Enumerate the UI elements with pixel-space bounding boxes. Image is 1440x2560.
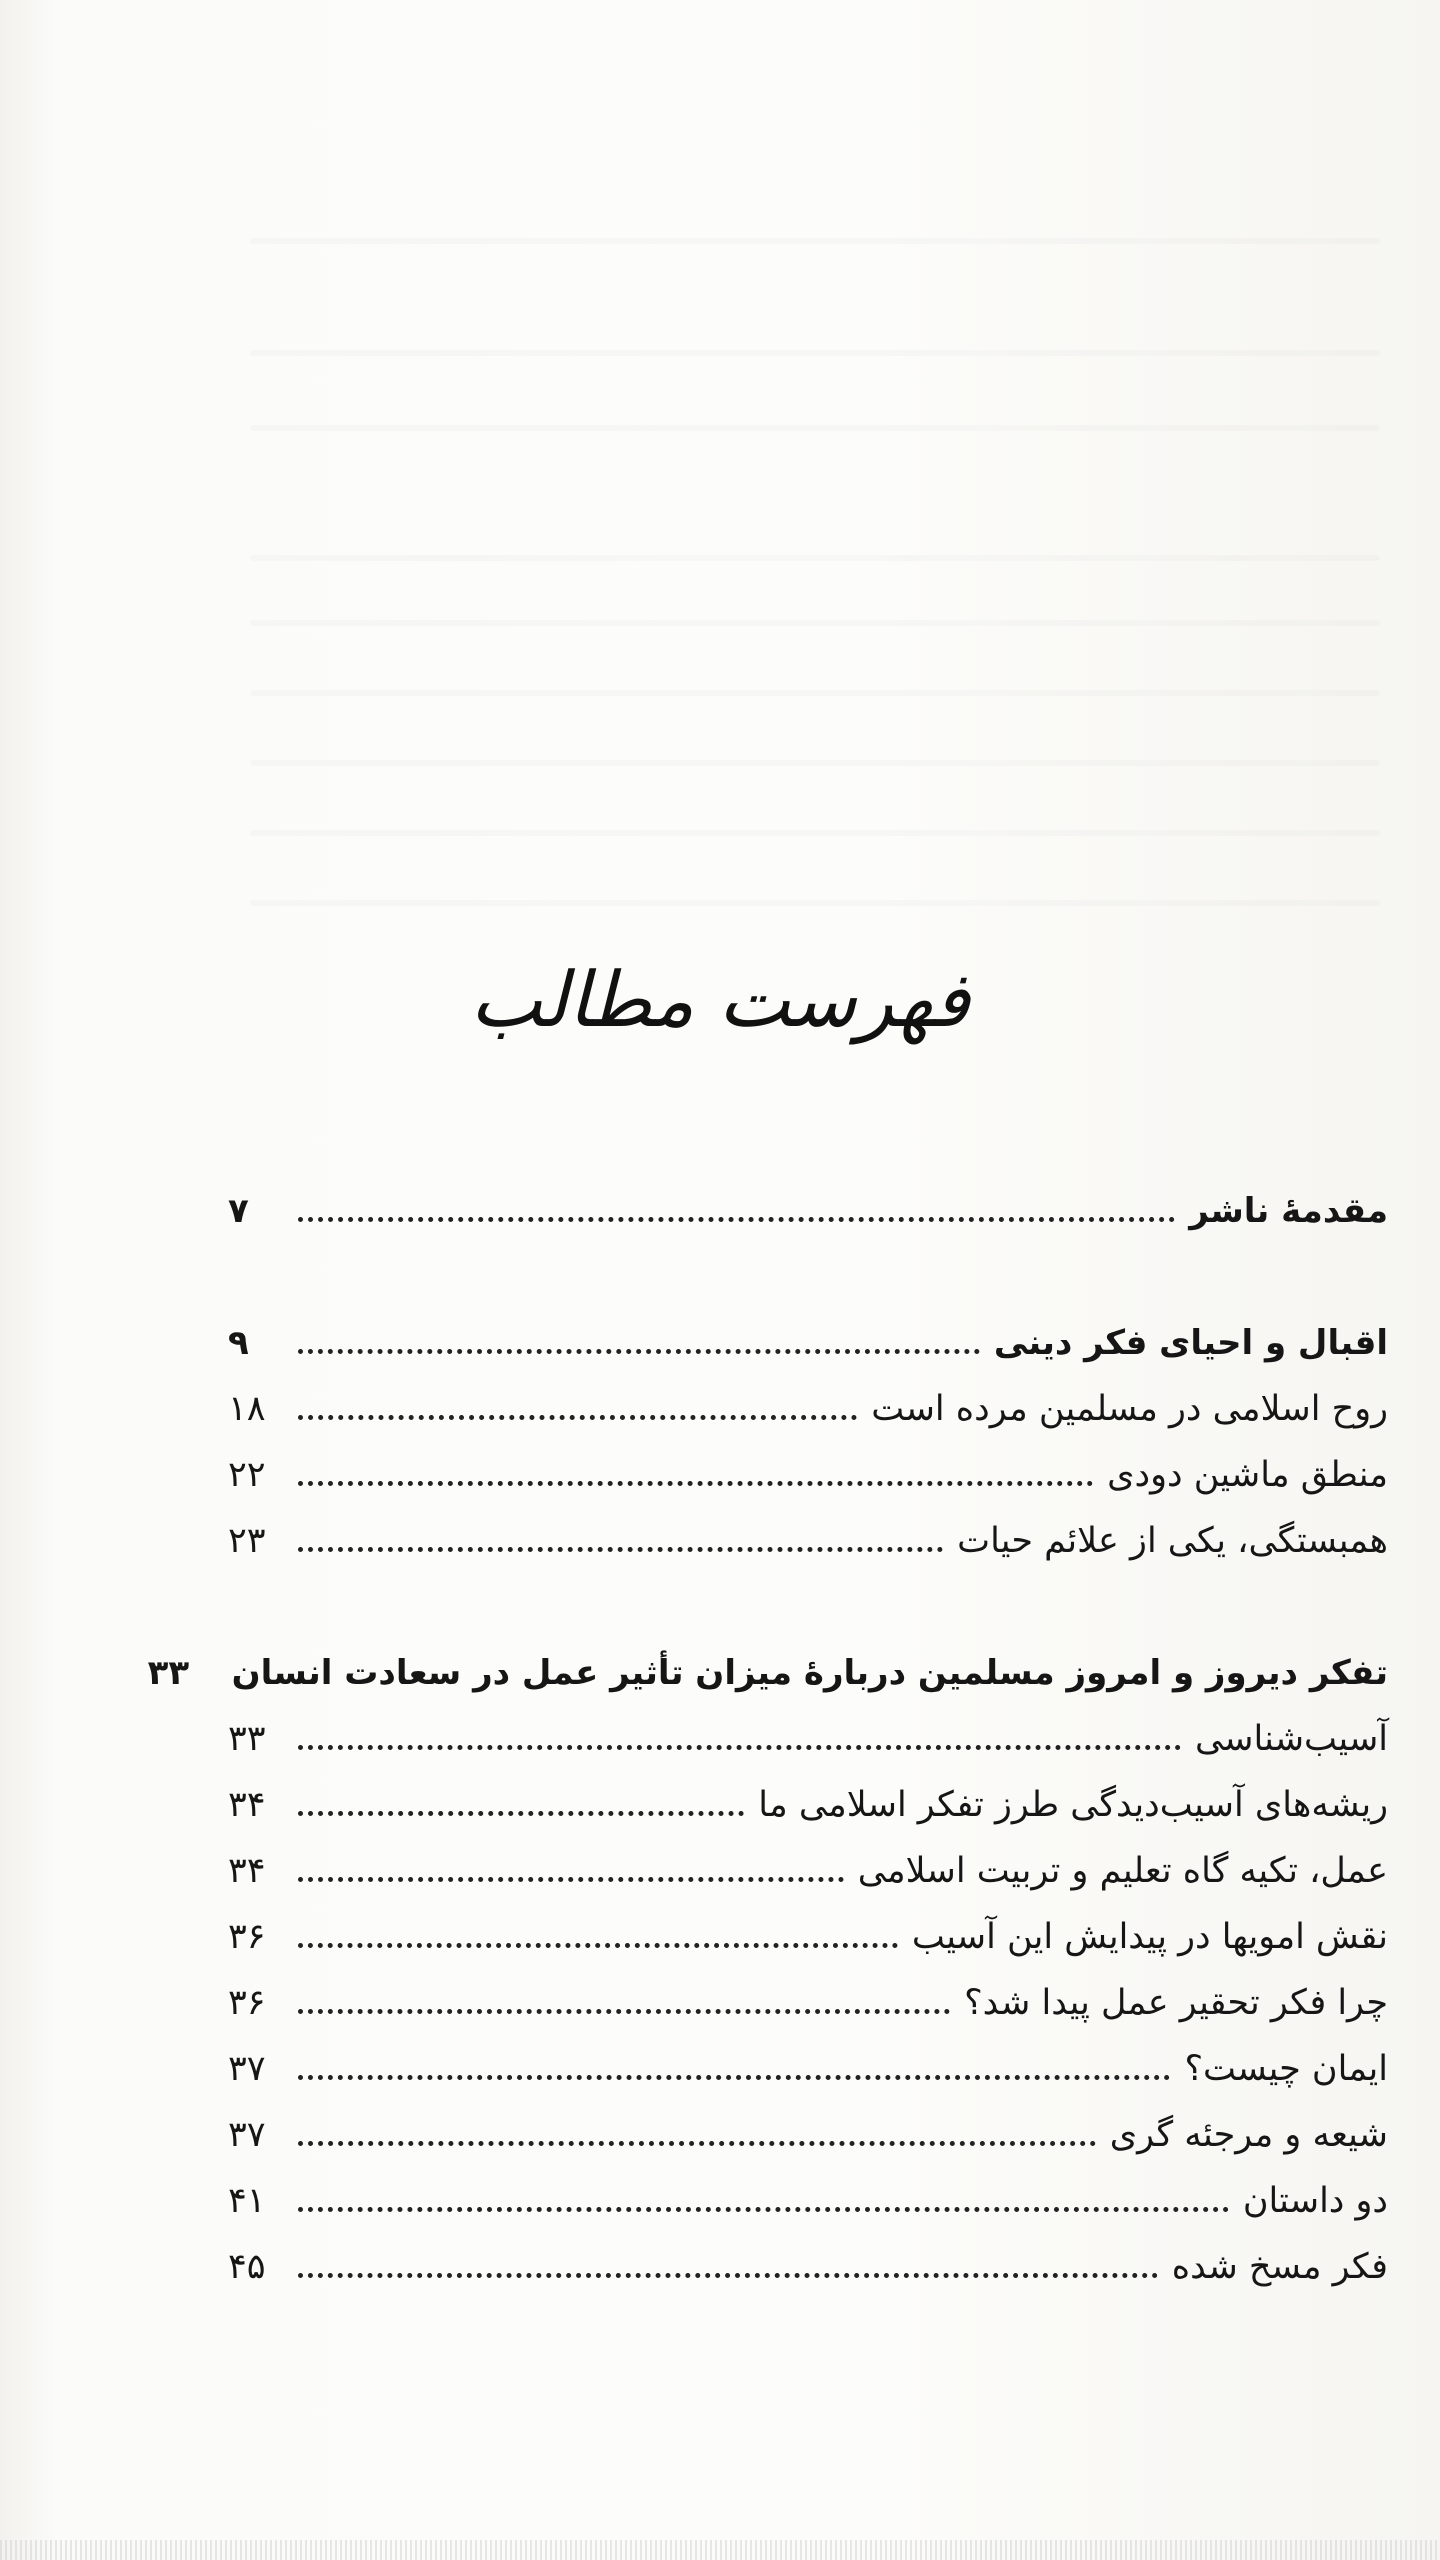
dot-leader [298,1547,943,1552]
toc-entry [228,1376,1388,1442]
toc-entry-title: فکر مسخ شده [1171,2247,1388,2287]
toc-page-number: ۳۳ [147,1653,190,1693]
section-gap [228,1244,1388,1310]
toc-page-number: ۳۷ [228,2115,266,2155]
toc-entry-title: روح اسلامی در مسلمین مرده است [871,1389,1388,1429]
toc-page-number: ۳۶ [228,1917,266,1957]
toc-entry-title: چرا فکر تحقیر عمل پیدا شد؟ [964,1983,1388,2023]
dot-leader [298,1877,844,1882]
table-of-contents [147,1178,1388,2300]
toc-entry-title: عمل، تکیه گاه تعلیم و تربیت اسلامی [857,1851,1388,1891]
toc-page-number: ۳۳ [228,1719,266,1759]
bleed-through-line [250,238,1380,244]
toc-entry [228,2102,1388,2168]
toc-entry-title: منطق ماشین دودی [1107,1455,1388,1495]
dot-leader [298,1481,1093,1486]
bleed-through-line [250,350,1380,356]
toc-entry [228,1970,1388,2036]
dot-leader [298,2207,1229,2212]
page-title: فهرست مطالب [470,955,970,1044]
toc-entry [228,1178,1388,1244]
toc-entry [228,2234,1388,2300]
toc-page-number: ۴۵ [228,2247,266,2287]
bleed-through-line [250,555,1380,561]
toc-entry [228,1706,1388,1772]
dot-leader [298,1217,1175,1222]
dot-leader [298,2273,1158,2278]
dot-leader [298,2075,1170,2080]
bleed-through-line [250,900,1380,906]
toc-entry-title: مقدمۀ ناشر [1189,1191,1388,1231]
dot-leader [298,1943,898,1948]
toc-entry-title: آسیب‌شناسی [1194,1719,1388,1759]
toc-entry-title: ریشه‌های آسیب‌دیدگی طرز تفکر اسلامی ما [758,1785,1388,1825]
toc-entry-title: دو داستان [1242,2181,1388,2221]
toc-page-number: ۱۸ [228,1389,266,1429]
toc-entry-title: شیعه و مرجئه گری [1109,2115,1388,2155]
toc-page-number: ۹ [228,1323,249,1363]
toc-page-number: ۲۳ [228,1521,266,1561]
bleed-through-line [250,620,1380,626]
toc-page-number: ۳۴ [228,1851,266,1891]
bleed-through-line [250,760,1380,766]
toc-entry [228,2168,1388,2234]
toc-entry [147,1640,1388,1706]
dot-leader [298,1415,857,1420]
toc-entry-title: اقبال و احیای فکر دینی [993,1323,1388,1363]
toc-entry-title: ایمان چیست؟ [1184,2049,1388,2089]
toc-entry [228,1904,1388,1970]
dot-leader [298,1811,744,1816]
toc-entry [228,2036,1388,2102]
bleed-through-line [250,830,1380,836]
toc-entry-title: تفکر دیروز و امروز مسلمین دربارۀ میزان تأثیر عمل در سعادت انسان [231,1653,1388,1693]
section-gap [228,1574,1388,1640]
toc-page-number: ۷ [228,1191,249,1231]
toc-entry [228,1310,1388,1376]
toc-page-number: ۲۲ [228,1455,266,1495]
toc-entry [228,1772,1388,1838]
toc-page-number: ۳۷ [228,2049,266,2089]
dot-leader [298,2009,950,2014]
toc-page-number: ۳۶ [228,1983,266,2023]
bleed-through-line [250,425,1380,431]
toc-entry-title: همبستگی، یکی از علائم حیات [957,1521,1388,1561]
toc-entry [228,1508,1388,1574]
bleed-through-line [250,690,1380,696]
page-edge [0,2540,1440,2560]
toc-entry-title: نقش امویها در پیدایش این آسیب [911,1917,1388,1957]
toc-page-number: ۳۴ [228,1785,266,1825]
dot-leader [298,1349,980,1354]
toc-entry [228,1838,1388,1904]
dot-leader [298,1745,1181,1750]
dot-leader [298,2141,1096,2146]
toc-entry [228,1442,1388,1508]
toc-page-number: ۴۱ [228,2181,266,2221]
